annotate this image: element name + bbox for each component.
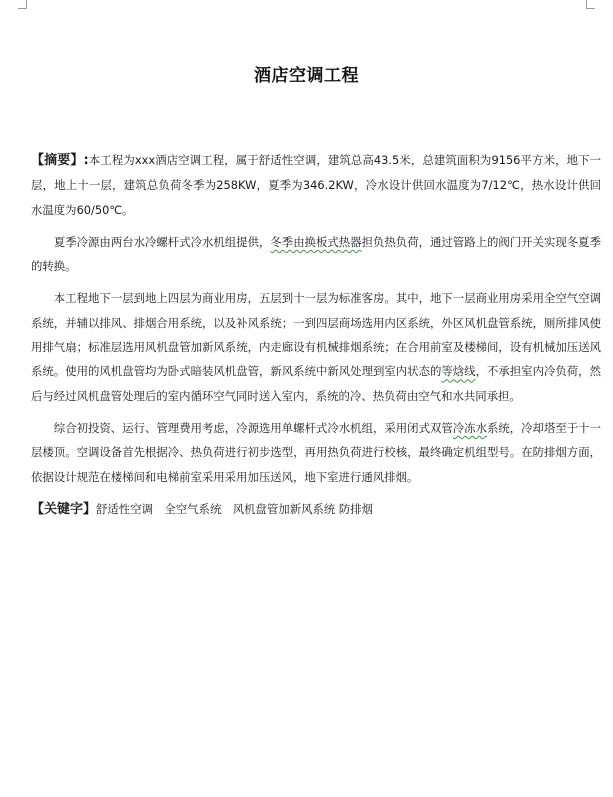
page-corner-mark-left: [18, 0, 27, 9]
abstract-paragraph: [31, 148, 601, 222]
spellcheck-flagged-text: 等焓线: [441, 364, 476, 379]
paragraph-text: 综合初投资、运行、管理费用考虑，冷源选用单螺杆式冷水机组，采用闭式双管: [53, 420, 453, 435]
paragraph-system-layout: [31, 286, 601, 407]
abstract-label: 【摘要】:: [31, 153, 89, 168]
keywords-label: 【关键字】: [31, 501, 97, 517]
spellcheck-flagged-text: 冬季由换板式热器: [270, 234, 362, 249]
keyword-item: 全空气系统: [164, 501, 222, 516]
paragraph-equipment-selection: [31, 416, 601, 489]
paragraph-text: 夏季冷源由两台水冷螺杆式冷水机组提供，: [53, 234, 271, 249]
paragraph-cooling-source: [31, 230, 601, 279]
abstract-text: 本工程为xxx酒店空调工程，属于舒适性空调，建筑总高43.5米，总建筑面积为9156平方米，地下一层，地上十一层，建筑总负荷冬季为258KW，夏季为346.2KW，冷水设计供回水温度为7/12℃，热水设计供回水温度为60/50℃。: [31, 153, 602, 217]
page-corner-mark-right: [586, 0, 595, 9]
paragraph-text: 担负热负荷，通过管路上的阀门开关实现冬夏季的转换。: [31, 234, 601, 274]
document-title: 酒店空调工程: [254, 66, 359, 86]
keyword-item: 舒适性空调: [96, 501, 153, 516]
document-body: [31, 148, 601, 522]
paragraph-text: ，不承担室内冷负荷，然后与经过风机盘管处理后的室内循环空气同时送入室内，系统的冷、热负荷由空气和水共同承担。: [31, 364, 601, 403]
spellcheck-flagged-text: 冷冻水: [452, 420, 487, 435]
paragraph-text: 本工程地下一层到地上四层为商业用房，五层到十一层为标准客房。其中，地下一层商业用房采用全空气空调系统，并辅以排风、排烟合用系统，以及补风系统；一到四层商场选用内区系统，外区风机盘管系统，厕所排风使用排气扇；标准层选用风机盘管加新风系统，内走廊设有机械排烟系统；在合用前室及楼梯间，设有机械加压送风系统。使用的风机盘管均为卧式暗装风机盘管，新风系统中新风处理到室内状态的: [31, 291, 601, 379]
keyword-item: 风机盘管加新风系统 防排烟: [232, 501, 374, 516]
paragraph-text: 系统，冷却塔至于十一层楼顶。空调设备首先根据冷、热负荷进行初步选型，再用热负荷进行校核，最终确定机组型号。在防排烟方面，依据设计规范在楼梯间和电梯前室采用采用加压送风，地下室进行通风排烟。: [31, 420, 601, 484]
keywords-paragraph: [31, 497, 601, 522]
